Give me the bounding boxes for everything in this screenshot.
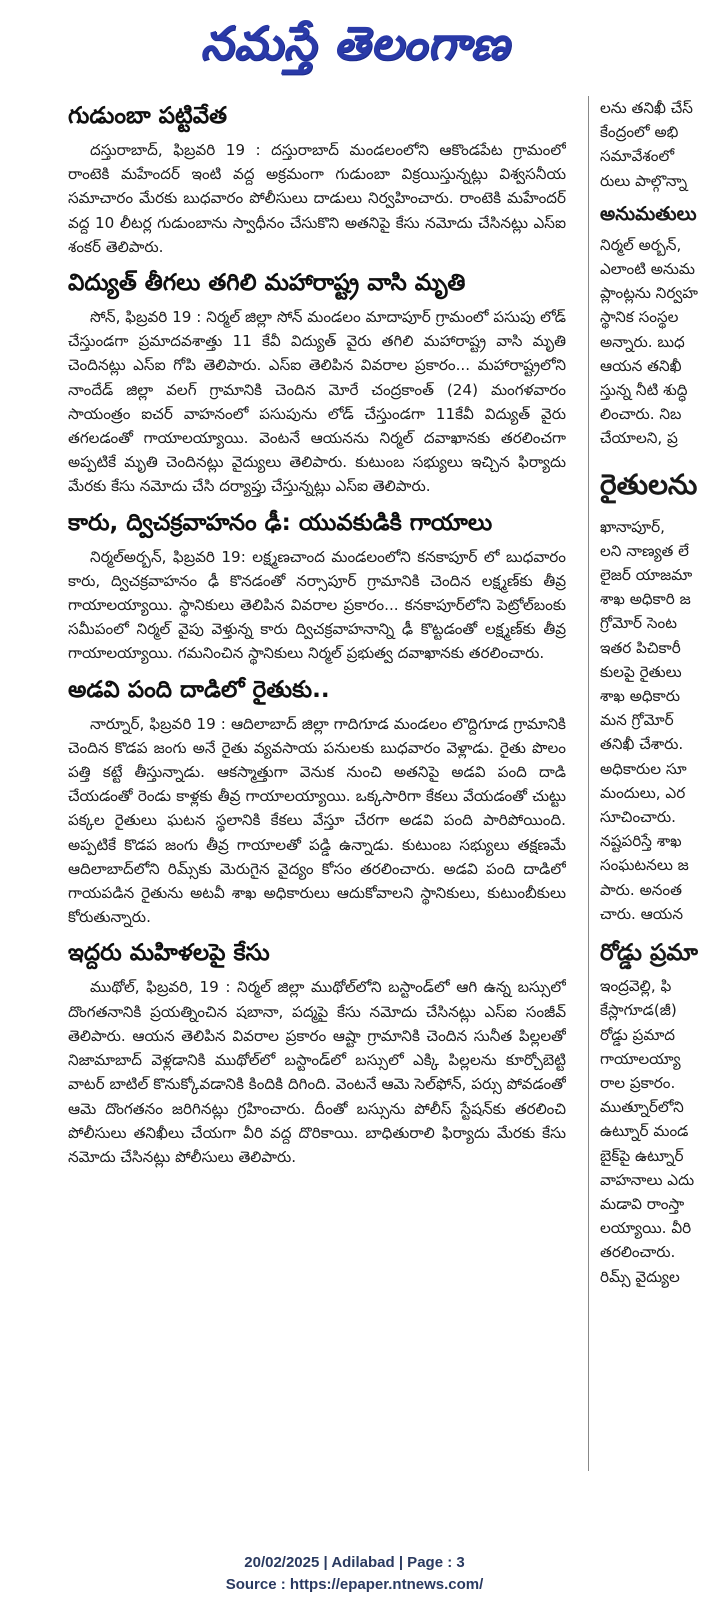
side-line: లించారు. నిబ <box>600 405 682 424</box>
side-line: కులపై రైతులు <box>600 662 682 681</box>
side-line: బైక్‌పై ఉట్నూర్ <box>600 1146 684 1165</box>
footer-date-edition: 20/02/2025 | Adilabad | Page : 3 <box>244 1554 465 1571</box>
side-line: నష్టపరిస్తే శాఖ <box>600 832 682 851</box>
side-line: గ్రోమోర్ సెంట <box>600 614 677 633</box>
side-line: చేయాలని, ప్ర <box>600 429 678 448</box>
masthead-title: నమస్తే తెలంగాణ <box>200 16 510 70</box>
side-line: ఖానాపూర్, <box>600 517 665 536</box>
article-electrocution <box>68 267 566 499</box>
side-line: రోడ్డు ప్రమాద <box>600 1025 675 1044</box>
article-body: సోన్, ఫిబ్రవరి 19 : నిర్మల్ జిల్లా సోన్ మండలం మాదాపూర్ గ్రామంలో పసుపు లోడ్ చేస్తుండగా ప్రమాదవశాత్తు 11 కేవీ విద్యుత్ వైరు తగిలి మహారాష్ట్ర వాసి మృతి చెందినట్లు ఎస్ఐ గోపి తెలిపారు. ఎస్ఐ తెలిపిన వివరాల ప్రకారం... మహారాష్ట్రలోని నాందేడ్ జిల్లా వలగ్ గ్రామానికి చెందిన మోరే చంద్రకాంత్ (24) మంగళవారం సాయంత్రం ఐచర్ వాహనంలో పసుపును లోడ్ చేస్తుండగా 11కేవీ విద్యుత్ వైరు తగలడంతో గాయాలయ్యాయి. వెంటనే ఆయనను నిర్మల్ దవాఖానకు తరలించగా అప్పటికే మృతి చెందినట్లు వైద్యులు తెలిపారు. కుటుంబ సభ్యులు ఇచ్చిన ఫిర్యాదు మేరకు కేసు నమోదు చేసి దర్యాప్తు చేస్తున్నట్లు ఎస్ఐ తెలిపారు. <box>68 308 566 496</box>
article-body: నార్నూర్, ఫిబ్రవరి 19 : ఆదిలాబాద్ జిల్లా గాదిగూడ మండలం లొద్దిగూడ గ్రామానికి చెందిన కొడప జంగు అనే రైతు వ్యవసాయ పనులకు బుధవారం వెళ్లాడు. రైతు పొలం పత్తి కట్టే తీస్తున్నాడు. ఆకస్మాత్తుగా వెనుక నుంచి అతనిపై అడవి పంది దాడి చేయడంతో రెండు కాళ్లకు తీవ్ర గాయాలయ్యాయి. ఒక్కసారిగా కేకలు వేయడంతో చుట్టు పక్కల రైతులు ఘటన స్థలానికి కేకలు వేస్తూ చేరగా అడవి పంది పారిపోయింది. అప్పటికే కొడప జంగు తీవ్ర గాయాలతో పడ్డి ఉన్నాడు. కుటుంబ సభ్యులు తక్షణమే ఆదిలాబాద్‌లోని రిమ్స్‌కు మెరుగైన వైద్యం కోసం తరలించారు. అడవి పంది దాడిలో గాయపడిన రైతును అటవీ శాఖ అధికారులు ఆదుకోవాలని స్థానికులు, కుటుంబీకులు కోరుతున్నారు. <box>68 714 566 927</box>
article-body: దస్తురాబాద్, ఫిబ్రవరి 19 : దస్తురాబాద్ మండలంలోని ఆకొండపేట గ్రామంలో రాంటెకి మహేందర్ ఇంటి వద్ద అక్రమంగా గుడుంబా విక్రయిస్తున్నట్లు విశ్వసనీయ సమాచారం మేరకు బుధవారం పోలీసులు దాడులు నిర్వహించారు. రాంటెకి మహేందర్ వద్ద 10 లీటర్ల గుడుంబాను స్వాధీనం చేసుకొని అతనిపై కేసు నమోదు చేసినట్లు ఎస్ఐ శంకర్ తెలిపారు. <box>68 141 566 256</box>
article-headline: అడవి పంది దాడిలో రైతుకు.. <box>68 676 330 703</box>
side-line: మడావి రాంస్తా <box>600 1194 685 1213</box>
side-line: గాయాలయ్యా <box>600 1049 681 1068</box>
article-body: ముథోల్, ఫిబ్రవరి, 19 : నిర్మల్ జిల్లా ముథోల్‌లోని బస్టాండ్‌లో ఆగి ఉన్న బస్సులో దొంగతనానికి ప్రయత్నించిన షబానా, పద్మపై కేసు నమోదు చేసినట్లు ఎస్ఐ సంజీవ్ తెలిపారు. ఆయన తెలిపిన వివరాల ప్రకారం ఆష్టా గ్రామానికి చెందిన సునీత పిల్లలతో నిజామాబాద్ వెళ్లడానికి ముథోల్‌లో బస్టాండ్‌లో బస్సులో ఎక్కి పిల్లలను కూర్చోబెట్టి వాటర్ బాటిల్ కొనుక్కోవడానికి కిందికి దిగింది. వెంటనే ఆమె సెల్‌ఫోన్, పర్సు పోవడంతో ఆమె దొంగతనం జరిగినట్లు గ్రహించారు. దీంతో బస్సును పోలీస్ స్టేషన్‌కు తరలించి పోలీసులు తనిఖీలు చేయగా వీరి వద్ద దొరికాయి. బాధితురాలి ఫిర్యాదు మేరకు కేసు నమోదు చేసినట్లు పోలీసులు తెలిపారు. <box>68 978 566 1166</box>
column-divider <box>588 96 589 1471</box>
side-line: కేస్లాగూడ(జీ) <box>600 1001 677 1020</box>
side-line: మందులు, ఎర <box>600 783 686 802</box>
side-column <box>600 96 709 1471</box>
side-section-1 <box>600 233 709 451</box>
side-line: తరలించారు. <box>600 1243 676 1262</box>
side-headline: రోడ్డు ప్రమా <box>600 940 699 967</box>
side-line: రిమ్స్ వైద్యుల <box>600 1267 680 1286</box>
side-line: సంఘటనలు జ <box>600 856 689 875</box>
side-line: శాఖ అధికారి జ <box>600 590 691 609</box>
side-line: స్థానిక సంస్థల <box>600 308 679 327</box>
article-body: నిర్మల్‌అర్బన్, ఫిబ్రవరి 19: లక్ష్మణచాంద మండలంలోని కనకాపూర్ లో బుధవారం కారు, ద్విచక్రవాహనం ఢీ కొనడంతో నర్సాపూర్ గ్రామానికి చెందిన లక్ష్మణ్‌కు తీవ్ర గాయాలయ్యాయి. స్థానికులు తెలిపిన వివరాల ప్రకారం... కనకాపూర్‌లోని పెట్రోల్‌బంకు సమీపంలో నిర్మల్ వైపు వెళ్తున్న కారు ద్విచక్రవాహనాన్ని ఢీ కొట్టడంతో లక్ష్మణ్‌కు తీవ్ర గాయాలయ్యాయి. గమనించిన స్థానికులు నిర్మల్ ప్రభుత్వ దవాఖానకు తరలించారు. <box>68 547 566 663</box>
page-footer <box>0 1552 709 1596</box>
article-wild-boar-attack <box>68 674 566 930</box>
side-line: ఉట్నూర్ మండ <box>600 1122 689 1141</box>
side-headline: రైతులను <box>600 467 698 501</box>
article-car-accident <box>68 507 566 666</box>
side-line: తనిఖీ చేశారు. <box>600 735 684 754</box>
article-headline: కారు, ద్విచక్రవాహనం ఢీ: యువకుడికి గాయాలు <box>68 509 493 536</box>
side-line: అధికారుల సూ <box>600 759 687 778</box>
side-line: లను తనిఖీ చేస్ <box>600 99 693 117</box>
article-theft-case <box>68 937 566 1169</box>
side-line: సూచించారు. <box>600 808 676 827</box>
footer-source-link[interactable]: Source : https://epaper.ntnews.com/ <box>225 1576 484 1593</box>
side-top-fragment <box>600 96 709 193</box>
article-gudumba <box>68 100 566 259</box>
side-line: సమావేశంలో <box>600 147 675 166</box>
side-line: ముత్నూర్‌లోని <box>600 1098 684 1117</box>
side-line: లయ్యాయి. వీరి <box>600 1219 692 1238</box>
side-line: రులు పాల్గొన్నా <box>600 171 688 190</box>
side-line: మన గ్రోమోర్ <box>600 711 674 730</box>
side-line: కేంద్రంలో అభి <box>600 123 679 142</box>
side-headline: అనుమతులు <box>600 202 697 225</box>
side-line: రాల ప్రకారం. <box>600 1073 676 1092</box>
main-column <box>68 96 566 1471</box>
side-line: ప్లాంట్లను నిర్వహ <box>600 284 698 303</box>
side-section-3 <box>600 974 709 1289</box>
side-line: లని నాణ్యత లే <box>600 541 689 560</box>
side-line: శాఖ అధికారు <box>600 687 680 706</box>
article-headline: ఇద్దరు మహిళలపై కేసు <box>68 940 270 967</box>
side-line: చారు. ఆయన <box>600 904 683 923</box>
side-line: ఇతర పిచికారీ <box>600 638 681 657</box>
side-line: నిర్మల్ అర్బన్, <box>600 235 682 254</box>
article-headline: గుడుంబా పట్టివేత <box>68 103 228 129</box>
side-line: లైజర్ యాజమా <box>600 566 693 585</box>
side-line: స్తున్న నీటి శుద్ధి <box>600 381 688 400</box>
side-line: అన్నారు. బుధ <box>600 332 685 351</box>
side-line: పారు. అనంత <box>600 880 682 899</box>
side-line: వాహనాలు ఎదు <box>600 1170 695 1189</box>
newspaper-masthead <box>150 14 560 74</box>
side-line: ఆయన తనిఖీ <box>600 356 682 375</box>
side-line: ఇంద్రవెల్లి, ఫి <box>600 977 672 996</box>
side-line: ఎలాంటి అనుమ <box>600 260 695 279</box>
article-headline: విద్యుత్ తీగలు తగిలి మహారాష్ట్ర వాసి మృతి <box>68 270 466 297</box>
side-section-2 <box>600 515 709 926</box>
